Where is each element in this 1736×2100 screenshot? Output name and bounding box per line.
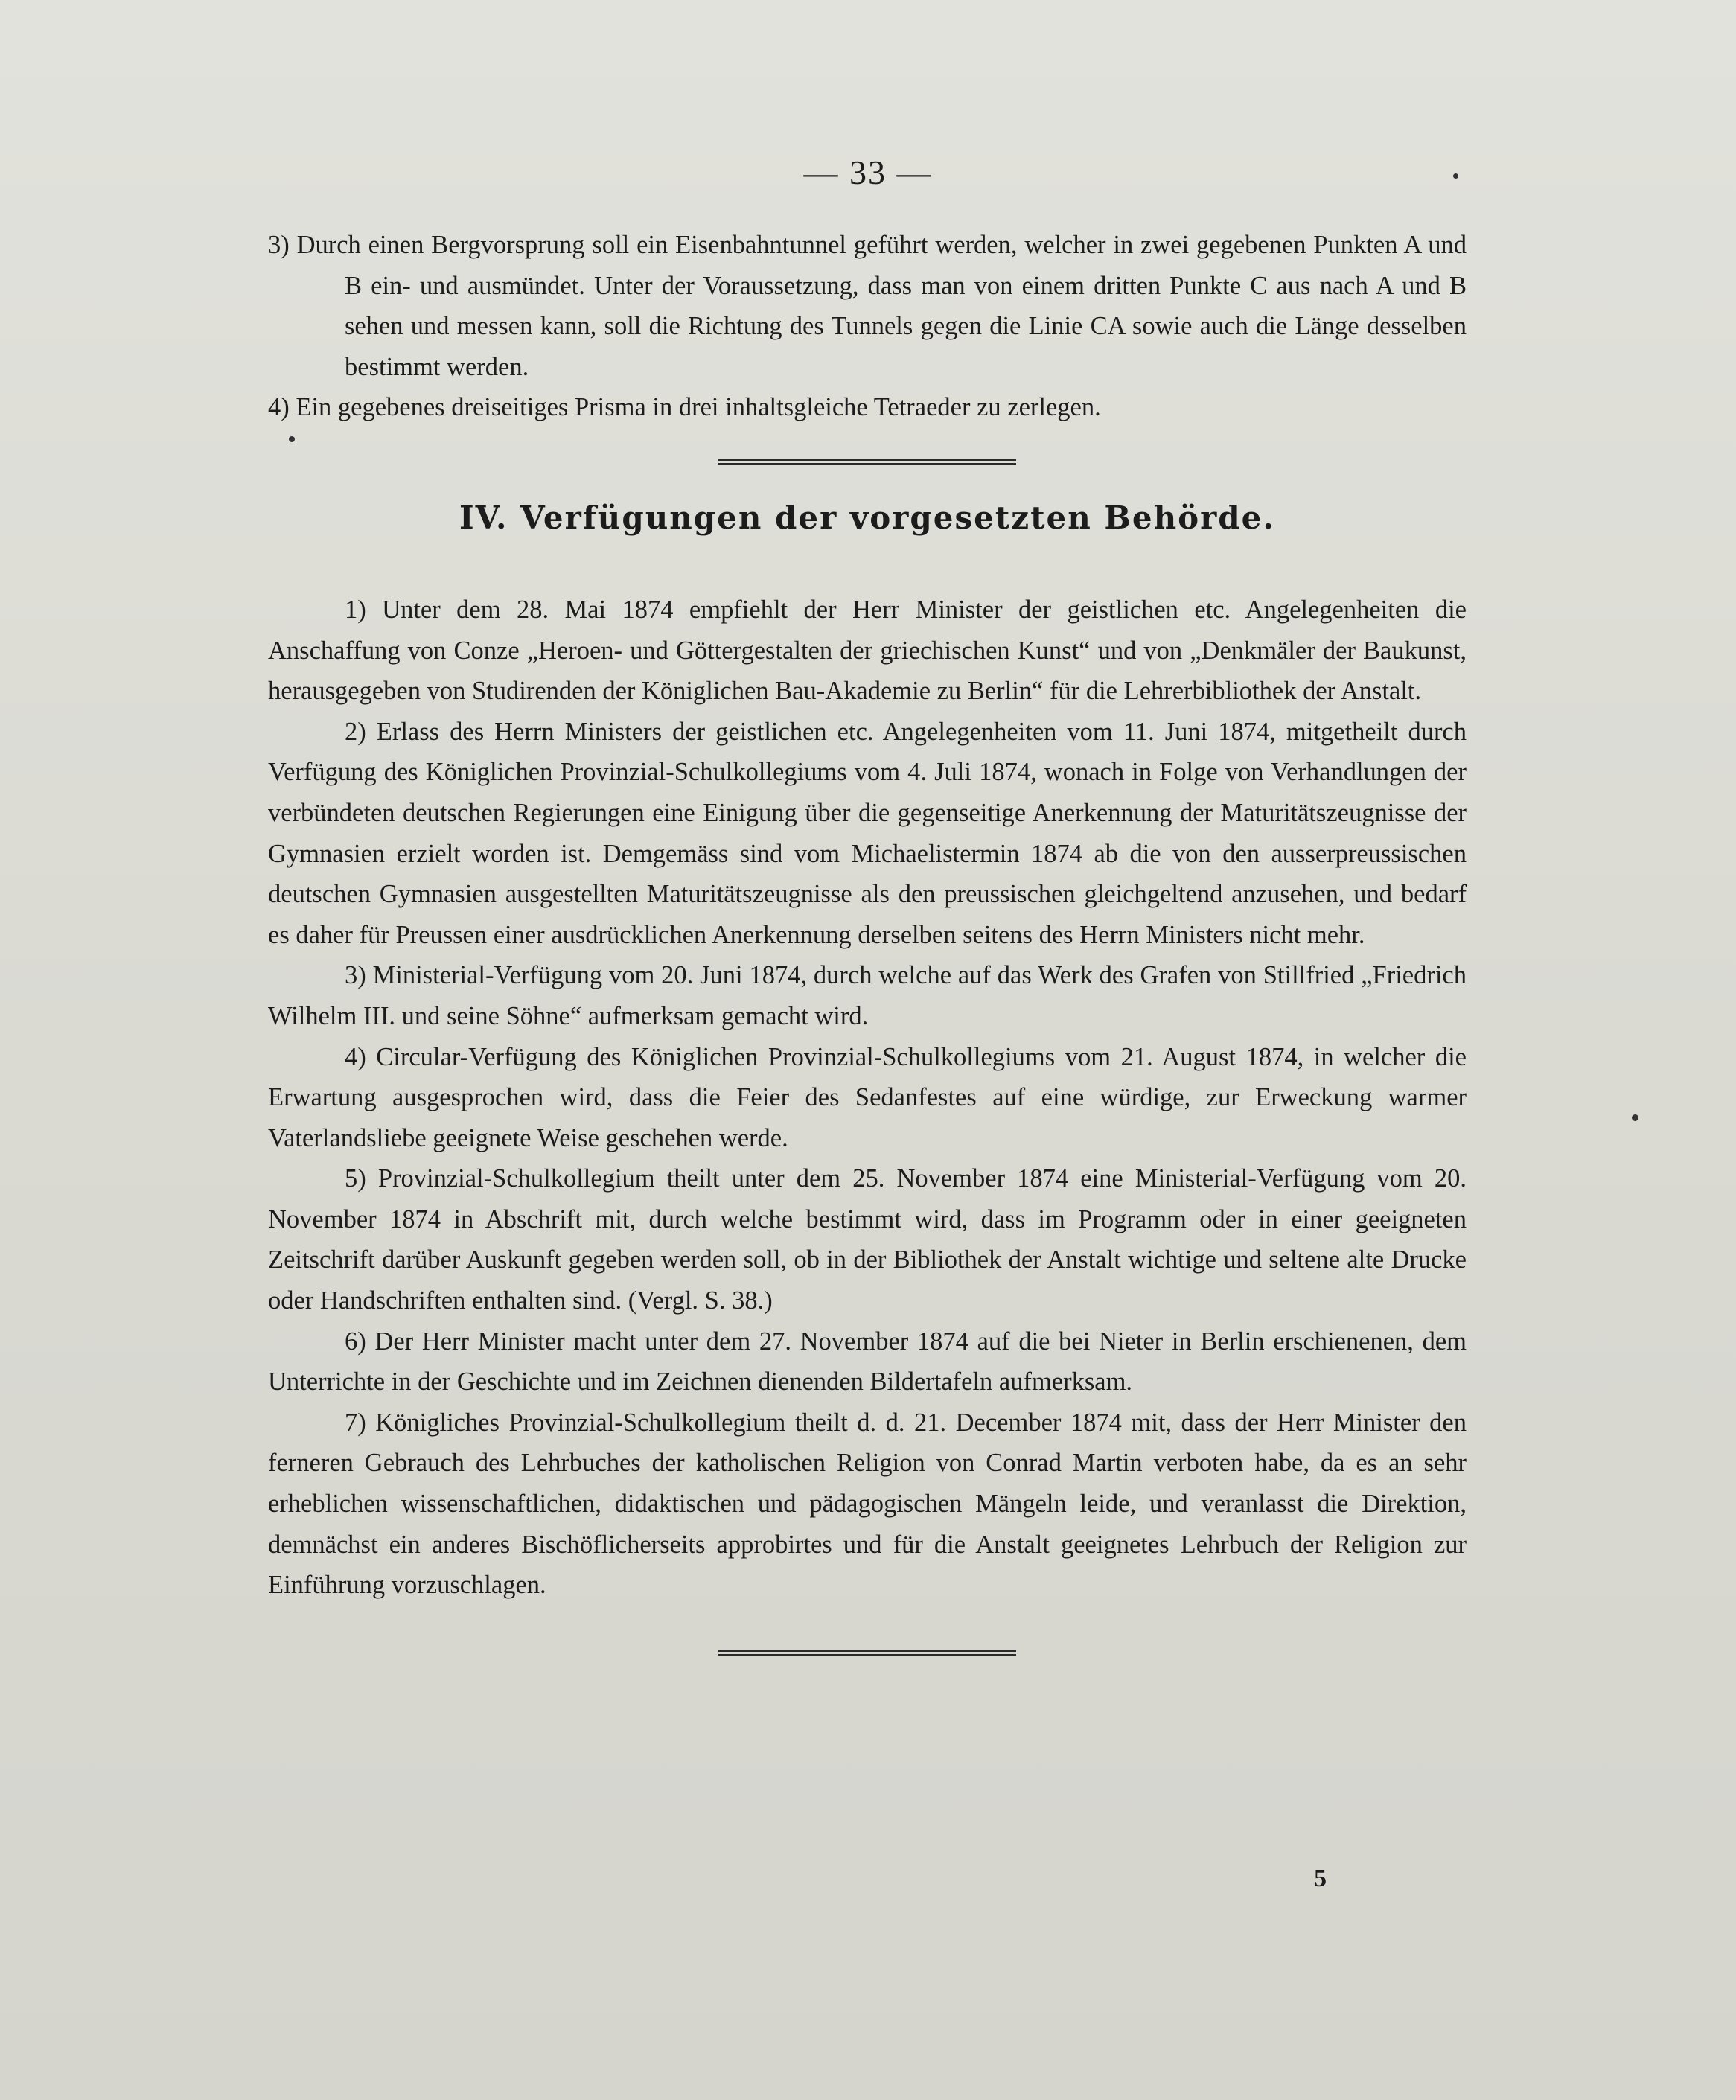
page-number: — 33 — <box>803 153 933 191</box>
section-divider <box>718 459 1016 465</box>
decree-paragraph: 2) Erlass des Herrn Ministers der geistlichen etc. Angelegenheiten vom 11. Juni 1874, mitgetheilt durch Verfügung des Königlichen Provinzial-Schulkollegiums vom 4. Juli 1874, wonach in Folge von Verhandlungen der verbündeten deutschen Regierungen eine Einigung über die gegenseitige Anerkennung der Maturitätszeugnisse der Gymnasien erzielt worden ist. Demgemäss sind vom Michaelistermin 1874 ab die von den ausserpreussischen deutschen Gymnasien ausgestellten Maturitätszeugnisse als den preussischen gleichgeltend anzusehen, und bedarf es daher für Preussen einer ausdrücklichen Anerkennung derselben seitens des Herrn Ministers nicht mehr. <box>268 717 1467 949</box>
decree-paragraph: 3) Ministerial-Verfügung vom 20. Juni 1874, durch welche auf das Werk des Grafen von Stillfried „Friedrich Wilhelm III. und seine Söhne“ aufmerksam gemacht wird. <box>268 961 1467 1030</box>
decree-paragraph: 5) Provinzial-Schulkollegium theilt unter dem 25. November 1874 eine Ministerial-Verfügung vom 20. November 1874 in Abschrift mit, durch welche bestimmt wird, dass im Programm oder in einer geeigneten Zeitschrift darüber Auskunft gegeben werden soll, ob in der Bibliothek der Anstalt wichtige und seltene alte Drucke oder Handschriften enthalten sind. (Vergl. S. 38.) <box>268 1164 1467 1315</box>
task-item: 3) Durch einen Bergvorsprung soll ein Eisenbahntunnel geführt werden, welcher in zwei gegebenen Punkten A und B ein- und ausmündet. Unter der Voraussetzung, dass man von einem dritten Punkte C aus nach A und B sehen und messen kann, soll die Richtung des Tunnels gegen die Linie CA sowie auch die Länge desselben bestimmt werden. <box>268 231 1467 381</box>
task-item: 4) Ein gegebenes dreiseitiges Prisma in drei inhaltsgleiche Tetraeder zu zerlegen. <box>268 393 1101 422</box>
decree-paragraph: 7) Königliches Provinzial-Schulkollegium theilt d. d. 21. December 1874 mit, dass der Herr Minister den ferneren Gebrauch des Lehrbuches der katholischen Religion von Conrad Martin verboten habe, da es an sehr erheblichen wissenschaftlichen, didaktischen und pädagogischen Mängeln leide, und veranlasst die Direktion, demnächst ein anderes Bischöflicherseits approbirtes und für die Anstalt geeignetes Lehrbuch der Religion zur Einführung vorzuschlagen. <box>268 1408 1467 1600</box>
page-content <box>268 225 1467 1656</box>
signature-mark: 5 <box>1314 1865 1327 1892</box>
decree-paragraph: 6) Der Herr Minister macht unter dem 27. November 1874 auf die bei Nieter in Berlin erschienenen, dem Unterrichte in der Geschichte und im Zeichnen dienenden Bildertafeln aufmerksam. <box>268 1327 1467 1397</box>
decree-paragraph: 4) Circular-Verfügung des Königlichen Provinzial-Schulkollegiums vom 21. August 1874, in welcher die Erwartung ausgesprochen wird, dass die Feier des Sedanfestes auf eine würdige, zur Erweckung warmer Vaterlandsliebe geeignete Weise geschehen werde. <box>268 1042 1467 1152</box>
end-divider <box>718 1650 1016 1656</box>
section-heading: IV. Verfügungen der vorgesetzten Behörde. <box>459 499 1275 536</box>
print-speck <box>1632 1114 1638 1121</box>
decree-paragraph: 1) Unter dem 28. Mai 1874 empfiehlt der Herr Minister der geistlichen etc. Angelegenheiten die Anschaffung von Conze „Heroen- und Göttergestalten der griechischen Kunst“ und von „Denkmäler der Baukunst, herausgegeben von Studirenden der Königlichen Bau-Akademie zu Berlin“ für die Lehrerbibliothek der Anstalt. <box>268 595 1467 706</box>
